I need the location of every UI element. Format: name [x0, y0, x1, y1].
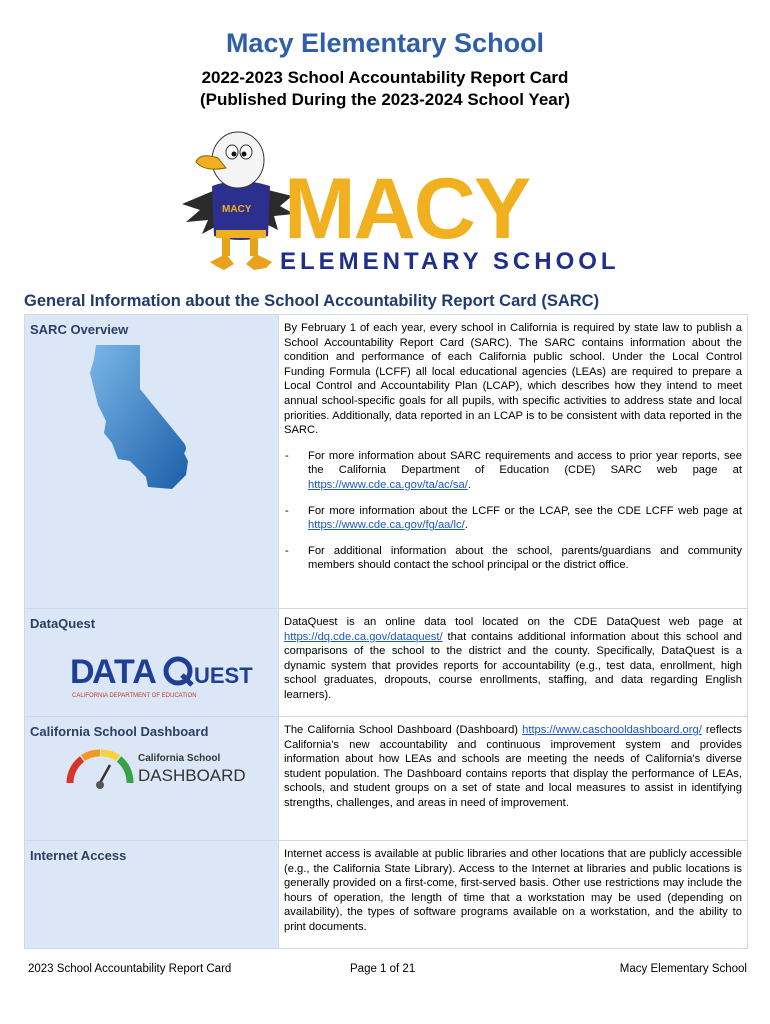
list-item — [284, 544, 742, 573]
row-label-cell — [25, 315, 279, 609]
bullet-dash: - — [285, 544, 289, 557]
shirt-label: MACY — [222, 204, 252, 215]
macy-logo — [180, 126, 620, 276]
published-note: (Published During the 2023-2024 School Year) — [199, 90, 571, 109]
dataquest-label: DataQuest — [30, 616, 96, 631]
dashboard-text: The California School Dashboard (Dashboard) — [284, 724, 523, 736]
internet-paragraph: Internet access is available at public libraries and other locations that are publicly accessible (e.g., the California State Library). Access to the Internet at libraries and public locations is generally provided on a first-come, first-served basis. Other use restrictions may include the hours of operation, the length of time that a workstation may be used (depending on availability), the types of software programs available on a workstation, and the ability to print documents. — [284, 848, 742, 933]
bullet-text: For additional information about the school, parents/guardians and community members should contact the school principal or the district office. — [308, 544, 742, 572]
dashboard-label: California School Dashboard — [30, 724, 209, 739]
dataquest-link[interactable]: https://dq.cde.ca.gov/dataquest/ — [284, 630, 443, 643]
footer-right: Macy Elementary School — [619, 963, 747, 975]
internet-access-label: Internet Access — [30, 848, 127, 863]
section-heading: General Information about the School Accountability Report Card (SARC) — [24, 292, 600, 310]
general-info-table — [24, 314, 748, 949]
svg-text:D: D — [70, 653, 95, 691]
page-number: Page 1 of 21 — [350, 963, 416, 975]
list-item: - For more information about SARC requirements and access to prior year reports, see the California Department of Education (CDE) SARC web page at https://www.cde.ca.gov/ta/ac/sa/. — [285, 449, 742, 491]
bullet-text: For more information about SARC requirements and access to prior year reports, see the California Department of Education (CDE) SARC web page at — [308, 449, 742, 477]
row-label-cell — [25, 609, 279, 717]
dashboard-description-cell — [279, 717, 748, 841]
table-row — [25, 841, 748, 949]
dataquest-text-cont: that contains additional information about this school and comparisons of the school to the district and the county. Specifically, DataQuest is a dynamic system that provides reports for accountability (e.g., test data, enrollment, high school graduates, dropouts, course enrollments, staffing, and data regarding English learners). — [284, 630, 742, 701]
eagle-mascot-icon — [182, 132, 294, 270]
sarc-paragraph: By February 1 of each year, every school in California is required by state law to publish a School Accountability Report Card (SARC). The SARC contains information about the condition and performance of each California public school. Under the Local Control Funding Formula (LCFF) all local educational agencies (LEAs) are required to prepare a Local Control and Accountability Plan (LCAP), which describes how they intend to meet annual school-specific goals for all pupils, with specific activities to address state and local priorities. Additionally, data reported in an LCAP is to be consistent with data reported in the SARC. — [284, 322, 742, 437]
macy-wordmark: MACY — [284, 161, 530, 257]
sarc-link[interactable]: https://www.cde.ca.gov/ta/ac/sa/ — [308, 478, 468, 491]
list-item: - For more information about the LCFF or the LCAP, see the CDE LCFF web page at https://www.cde.ca.gov/fg/aa/lc/. — [285, 504, 742, 532]
elementary-school-wordmark: ELEMENTARY SCHOOL — [280, 248, 620, 275]
sarc-description-cell — [279, 315, 748, 609]
dashboard-logo-line2: DASHBOARD — [138, 766, 246, 785]
bullet-dash: - — [285, 504, 289, 517]
dataquest-text: DataQuest is an online data tool located on the CDE DataQuest web page at — [284, 616, 742, 628]
table-row — [25, 609, 748, 717]
school-title: Macy Elementary School — [225, 28, 545, 58]
california-map-icon — [88, 343, 218, 493]
bullet-dash: - — [285, 449, 289, 462]
dataquest-description-cell — [279, 609, 748, 717]
svg-text:UEST: UEST — [194, 663, 253, 688]
row-label-cell — [25, 841, 279, 949]
footer-left: 2023 School Accountability Report Card — [28, 963, 232, 975]
dataquest-caption: CALIFORNIA DEPARTMENT OF EDUCATION — [72, 693, 197, 699]
internet-description-cell — [279, 841, 748, 949]
sarc-overview-label: SARC Overview — [30, 322, 129, 337]
svg-text:ATA: ATA — [92, 653, 157, 691]
bullet-text: For more information about the LCFF or the LCAP, see the CDE LCFF web page at — [308, 504, 742, 517]
dashboard-logo-icon — [66, 745, 251, 795]
dataquest-logo-icon — [70, 645, 253, 699]
report-title: 2022-2023 School Accountability Report Card — [201, 68, 569, 87]
dashboard-text-cont: reflects California's new accountability and continuous improvement system and provides information about how LEAs and schools are meeting the needs of California's diverse student population. The Dashboard contains reports that display the performance of LEAs, schools, and student groups on a set of state and local measures to assist in identifying strengths, challenges, and areas in need of improvement. — [284, 724, 742, 809]
table-row — [25, 717, 748, 841]
dashboard-link[interactable]: https://www.caschooldashboard.org/ — [522, 724, 702, 736]
table-row — [25, 315, 748, 609]
row-label-cell — [25, 717, 279, 841]
lcff-link[interactable]: https://www.cde.ca.gov/fg/aa/lc/ — [308, 519, 465, 532]
dashboard-logo-line1: California School — [138, 753, 221, 764]
